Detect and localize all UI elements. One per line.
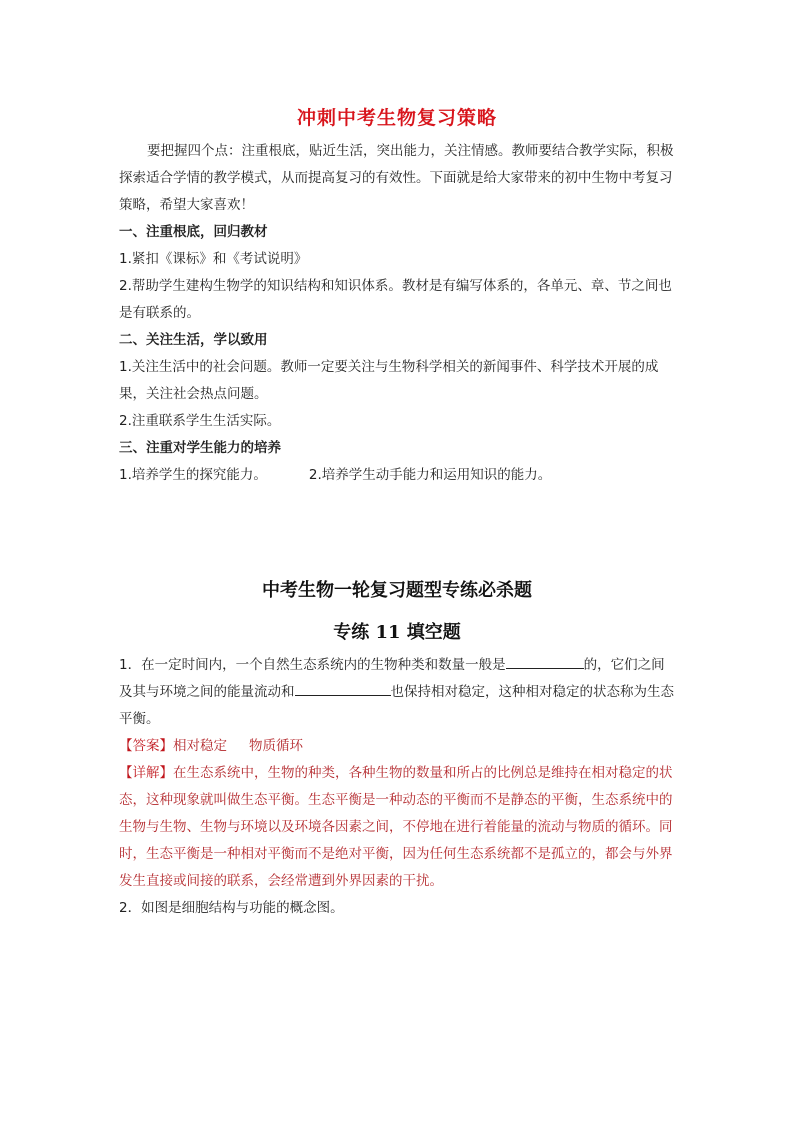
question-2: 2．如图是细胞结构与功能的概念图。	[119, 900, 344, 916]
section3-heading: 三、注重对学生能力的培养	[119, 440, 281, 456]
section2-heading: 二、关注生活，学以致用	[119, 332, 268, 348]
answer-text-2: 物质循环	[249, 738, 303, 754]
detail-paragraph	[119, 760, 675, 895]
section2-item1: 1.关注生活中的社会问题。教师一定要关注与生物科学相关的新闻事件、科学技术开展的成果，关注社会热点问题。	[119, 359, 659, 402]
q1-text-part3: 也保持相对稳定，这种相对稳定的状态称为生态平衡。	[119, 684, 674, 727]
section1-item2: 2.帮助学生建构生物学的知识结构和知识体系。教材是有编写体系的，各单元、章、节之间也是有联系的。	[119, 278, 672, 321]
detail-text: 在生态系统中，生物的种类，各种生物的数量和所占的比例总是维持在相对稳定的状态，这种现象就叫做生态平衡。生态平衡是一种动态的平衡而不是静态的平衡，生态系统中的生物与生物、生物与环境以及环境各因素之间，不停地在进行着能量的流动与物质的循环。同时，生态平衡是一种相对平衡而不是绝对平衡，因为任何生态系统都不是孤立的，都会与外界发生直接或间接的联系，会经常遭到外界因素的干扰。	[119, 765, 673, 889]
detail-tag: 【详解】	[119, 765, 173, 781]
strategy-body	[119, 138, 675, 489]
section1-heading: 一、注重根底，回归教材	[119, 224, 268, 240]
section3-items	[119, 462, 675, 489]
answer-text-1: 相对稳定	[173, 738, 227, 754]
answer-line	[119, 733, 675, 760]
q1-blank-1	[506, 654, 584, 669]
question-1	[119, 652, 675, 733]
section2-item2: 2.注重联系学生生活实际。	[119, 413, 281, 429]
q1-text-part1: 1．在一定时间内，一个自然生态系统内的生物种类和数量一般是	[119, 657, 506, 673]
section3-item2: 2.培养学生动手能力和运用知识的能力。	[308, 467, 552, 483]
q1-text-part2: 的，它们之间及其与环境之间的能量流动和	[119, 657, 665, 700]
exercise-title: 中考生物一轮复习题型专练必杀题	[262, 580, 532, 601]
answer-tag: 【答案】	[119, 738, 173, 754]
strategy-intro: 要把握四个点：注重根底，贴近生活，突出能力，关注情感。教师要结合教学实际，积极探索适合学情的教学模式，从而提高复习的有效性。下面就是给大家带来的初中生物中考复习策略，希望大家喜欢！	[119, 143, 674, 213]
q1-blank-2	[295, 681, 391, 696]
section1-item1: 1.紧扣《课标》和《考试说明》	[119, 251, 308, 267]
exercise-subtitle: 专练 11 填空题	[333, 622, 461, 643]
section3-item1: 1.培养学生的探究能力。	[119, 467, 267, 483]
exercise-body	[119, 652, 675, 922]
strategy-title: 冲刺中考生物复习策略	[296, 107, 497, 129]
